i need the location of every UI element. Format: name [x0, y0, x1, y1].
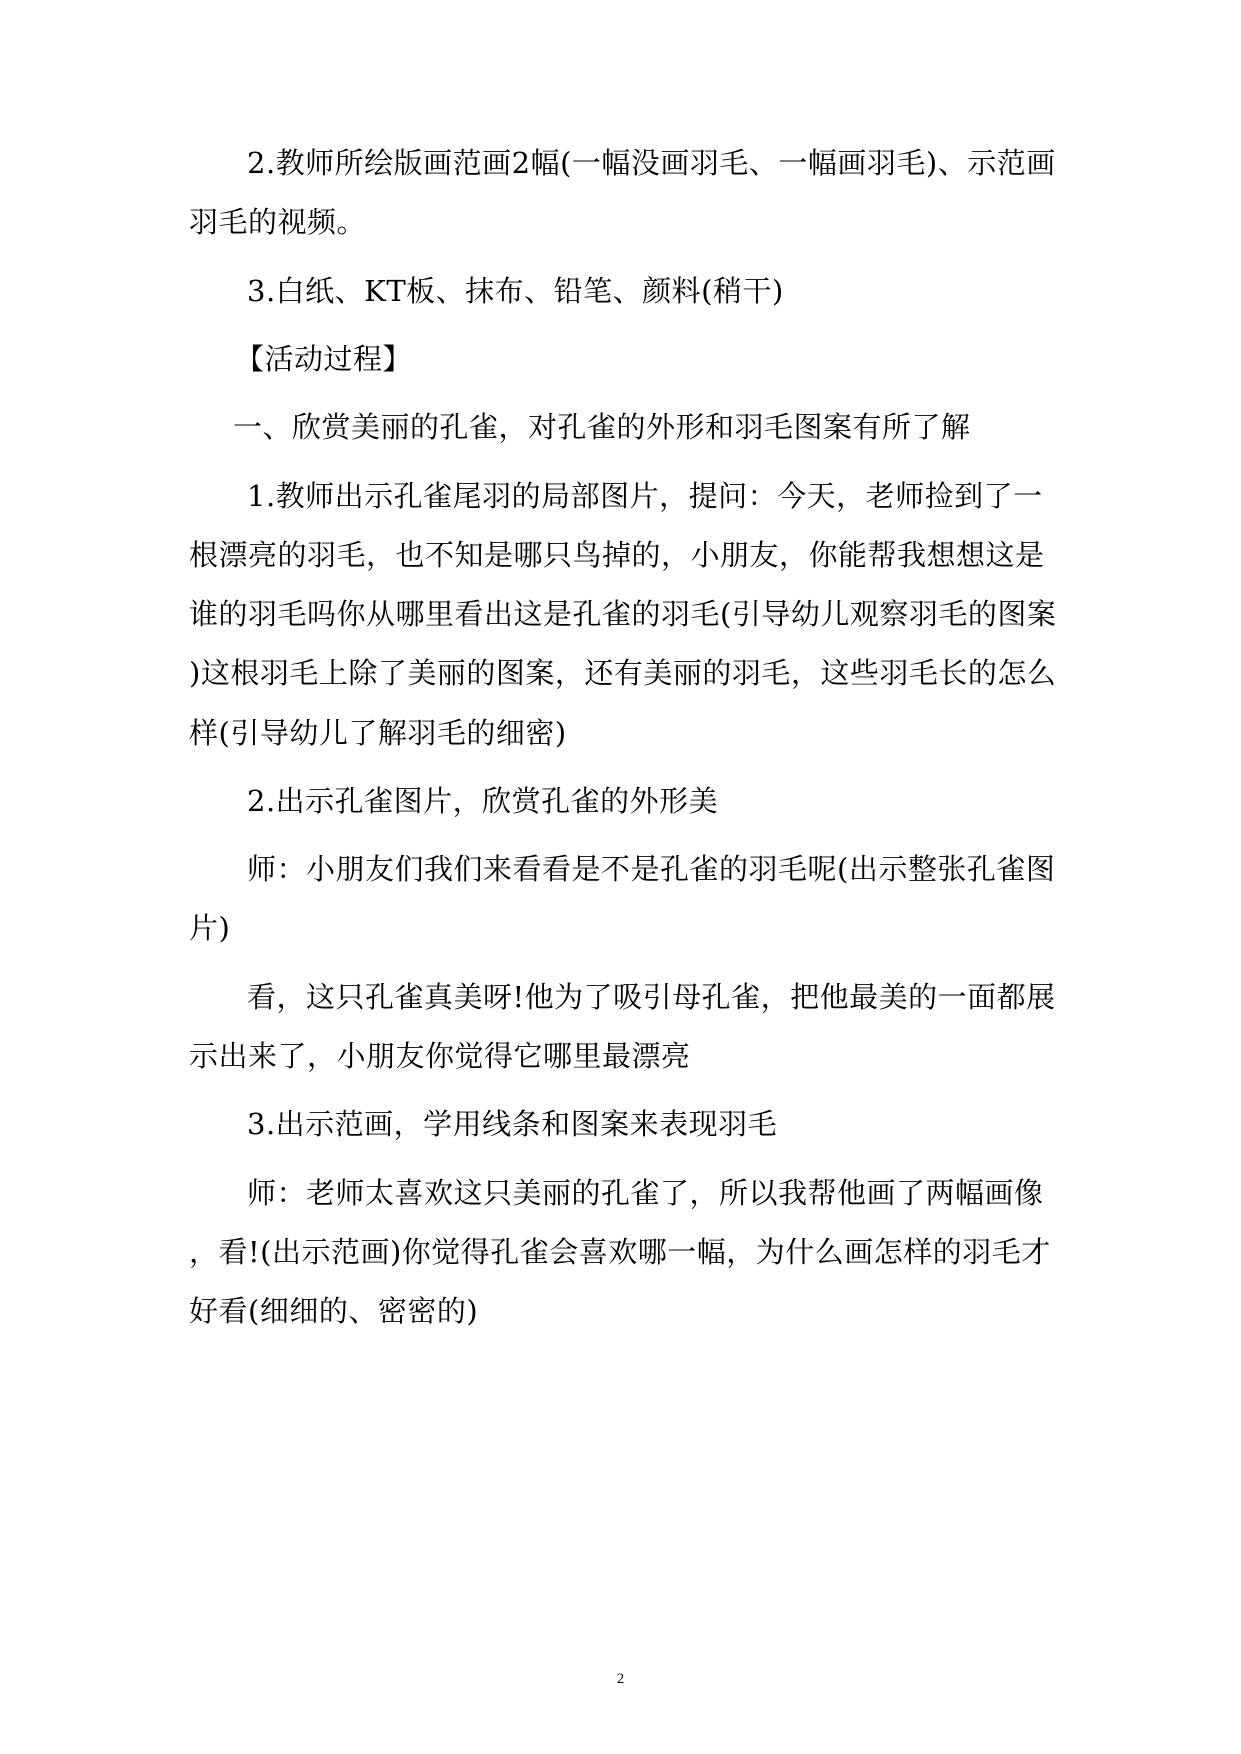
subsection-heading: 一、欣赏美丽的孔雀，对孔雀的外形和羽毛图案有所了解 — [233, 410, 971, 444]
paragraph-line: 2.出示孔雀图片，欣赏孔雀的外形美 — [247, 784, 719, 818]
section-heading: 【活动过程】 — [235, 342, 413, 376]
paragraph-line: 3.出示范画，学用线条和图案来表现羽毛 — [247, 1107, 778, 1141]
paragraph-line: 谁的羽毛吗你从哪里看出这是孔雀的羽毛(引导幼儿观察羽毛的图案 — [189, 597, 1057, 631]
paragraph-line: 师：小朋友们我们来看看是不是孔雀的羽毛呢(出示整张孔雀图 — [247, 852, 1056, 886]
paragraph-line: 片) — [189, 911, 231, 945]
paragraph-line: 看，这只孔雀真美呀!他为了吸引母孔雀，把他最美的一面都展 — [247, 980, 1056, 1014]
paragraph-line: ，看!(出示范画)你觉得孔雀会喜欢哪一幅，为什么画怎样的羽毛才 — [189, 1235, 1051, 1269]
paragraph-line: 1.教师出示孔雀尾羽的局部图片，提问：今天，老师捡到了一 — [247, 479, 1043, 513]
paragraph-line: 根漂亮的羽毛，也不知是哪只鸟掉的，小朋友，你能帮我想想这是 — [189, 538, 1045, 572]
paragraph-line: 样(引导幼儿了解羽毛的细密) — [189, 716, 567, 750]
paragraph-line: 好看(细细的、密密的) — [189, 1294, 479, 1328]
paragraph-line: )这根羽毛上除了美丽的图案，还有美丽的羽毛，这些羽毛长的怎么 — [189, 656, 1057, 690]
paragraph-line: 3.白纸、KT板、抹布、铅笔、颜料(稍干) — [247, 274, 784, 308]
paragraph-line: 示出来了，小朋友你觉得它哪里最漂亮 — [189, 1039, 691, 1073]
paragraph-line: 羽毛的视频。 — [189, 205, 367, 239]
page-number: 2 — [616, 1671, 625, 1687]
paragraph-line: 2.教师所绘版画范画2幅(一幅没画羽毛、一幅画羽毛)、示范画 — [247, 146, 1056, 180]
paragraph-line: 师：老师太喜欢这只美丽的孔雀了，所以我帮他画了两幅画像 — [247, 1176, 1044, 1210]
